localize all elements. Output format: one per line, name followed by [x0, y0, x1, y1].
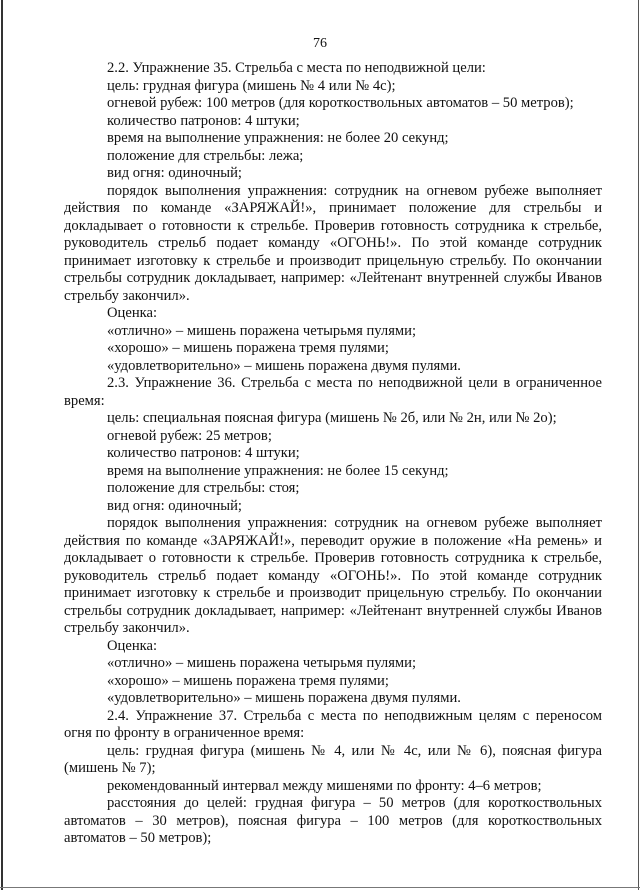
exercise-35-fire-type: вид огня: одиночный;	[107, 165, 242, 181]
exercise-35-cartridges: количество патронов: 4 штуки;	[107, 112, 300, 129]
exercise-36-grade-satisfactory: «удовлетворительно» – мишень поражена двумя пулями.	[107, 690, 461, 706]
exercise-35-position: положение для стрельбы: лежа;	[107, 147, 304, 164]
exercise-36-firing-line: огневой рубеж: 25 метров;	[107, 427, 272, 444]
exercise-35-procedure: порядок выполнения упражнения: сотрудник на огневом рубеже выполняет действия по команде «ЗАРЯЖАЙ!», принимает положение для стрельбы и докладывает о готовности к стрельбе. Проверив готовность сотрудника к стрельбе, руководитель стрельб подает команду «ОГОНЬ!». По этой команде сотрудник принимает изготовку к стрельбе и производит прицельную стрельбу. По окончании стрельбы сотрудник докладывает, например: «Лейтенант внутренней службы Иванов стрельбу закончил».	[64, 182, 602, 304]
exercise-36-fire-type: вид огня: одиночный;	[107, 497, 242, 514]
document-body	[64, 60, 602, 848]
scan-edge-right	[638, 0, 639, 890]
exercise-35-grade-good: «хорошо» – мишень поражена тремя пулями;	[107, 340, 389, 356]
exercise-36-cartridges: количество патронов: 4 штуки;	[107, 445, 300, 461]
exercise-36-time: время на выполнение упражнения: не более 15 секунд;	[107, 462, 449, 479]
exercise-36-position: положение для стрельбы: стоя;	[107, 480, 300, 496]
exercise-35-time: время на выполнение упражнения: не более 20 секунд;	[107, 130, 449, 146]
exercise-35-grade-excellent: «отлично» – мишень поражена четырьмя пулями;	[107, 322, 417, 339]
exercise-37-heading: 2.4. Упражнение 37. Стрельба с места по неподвижным целям с переносом огня по фронту в ограниченное время:	[64, 707, 602, 741]
exercise-37-target: цель: грудная фигура (мишень № 4, или № 4с, или № 6), поясная фигура (мишень № 7);	[64, 742, 602, 776]
exercise-35-firing-line: огневой рубеж: 100 метров (для короткоствольных автоматов – 50 метров);	[107, 95, 574, 111]
scan-edge-left	[1, 0, 3, 890]
exercise-35-grade-title: Оценка:	[107, 305, 158, 321]
exercise-36-procedure: порядок выполнения упражнения: сотрудник на огневом рубеже выполняет действия по команде «ЗАРЯЖАЙ!», переводит оружие в положение «На ремень» и докладывает о готовности к стрельбе. Проверив готовность сотрудника к стрельбе, руководитель стрельб подает команду «ОГОНЬ!». По этой команде сотрудник принимает изготовку к стрельбе и производит прицельную стрельбу. По окончании стрельбы сотрудник докладывает, например: «Лейтенант внутренней службы Иванов стрельбу закончил».	[64, 515, 602, 636]
exercise-35-target: цель: грудная фигура (мишень № 4 или № 4с);	[107, 77, 396, 94]
exercise-36-heading: 2.3. Упражнение 36. Стрельба с места по неподвижной цели в ограниченное время:	[64, 375, 602, 409]
page-number: 76	[313, 36, 327, 51]
exercise-36-grade-good: «хорошо» – мишень поражена тремя пулями;	[107, 672, 389, 689]
exercise-36-target: цель: специальная поясная фигура (мишень № 2б, или № 2н, или № 2о);	[107, 410, 557, 426]
exercise-36-grade-title: Оценка:	[107, 637, 158, 654]
exercise-36-grade-excellent: «отлично» – мишень поражена четырьмя пулями;	[107, 655, 417, 671]
exercise-37-interval: рекомендованный интервал между мишенями по фронту: 4–6 метров;	[107, 777, 542, 794]
exercise-35-heading: 2.2. Упражнение 35. Стрельба с места по неподвижной цели:	[107, 60, 486, 76]
scan-edge-bottom	[0, 887, 640, 888]
exercise-35-grade-satisfactory: «удовлетворительно» – мишень поражена двумя пулями.	[107, 357, 461, 374]
exercise-37-distances: расстояния до целей: грудная фигура – 50 метров (для короткоствольных автоматов – 30 метров), поясная фигура – 100 метров (для короткоствольных автоматов – 50 метров);	[64, 795, 602, 846]
